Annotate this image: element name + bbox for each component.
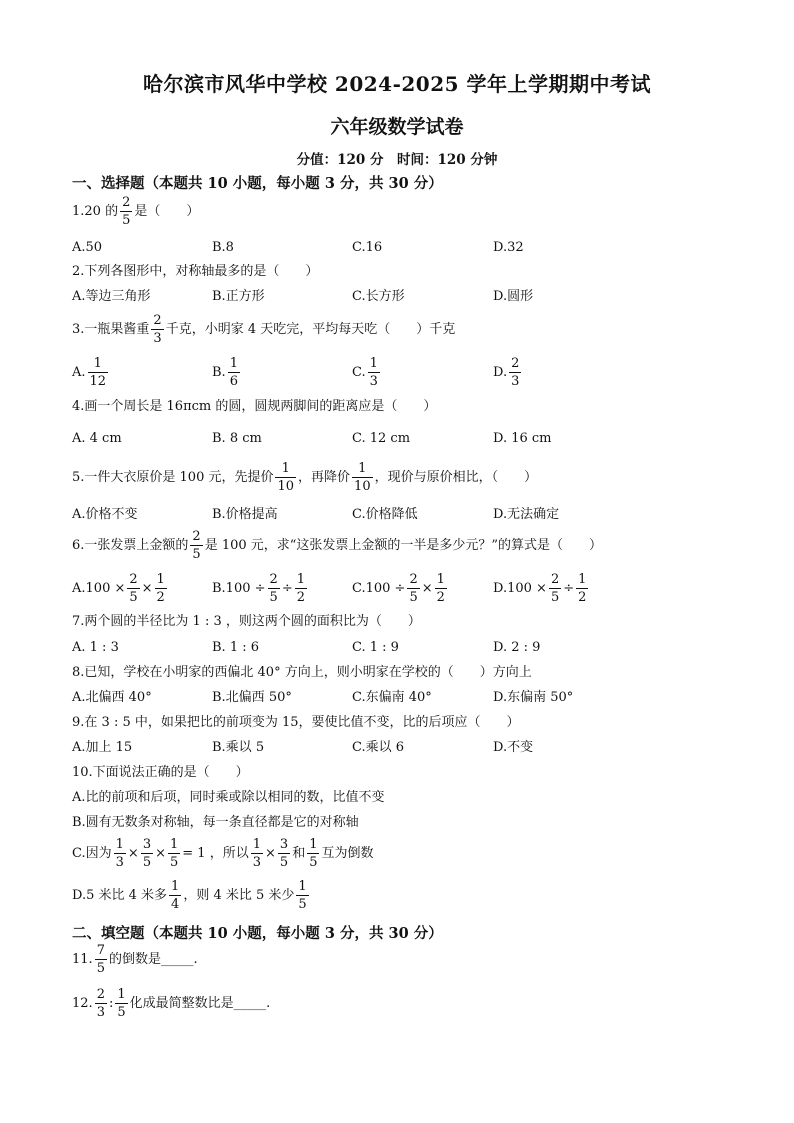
question-3: 3.一瓶果酱重 $\frac{2}{3}$ 千克，小明家 4 天吃完，平均每天吃（ ）千克 [72, 313, 456, 346]
option-d: D.100 × $\frac{2}{5}$ ÷ $\frac{1}{2}$ [493, 572, 587, 605]
question-8: 8.已知，学校在小明家的西偏北 40° 方向上，则小明家在学校的（ ）方向上 [72, 665, 532, 680]
option-d: D.圆形 [493, 289, 534, 304]
fraction: $\frac{2}{5}$ [122, 195, 131, 228]
option-b: B.正方形 [212, 289, 265, 304]
option-b: B.北偏西 50° [212, 690, 292, 705]
option-b: B. 8 cm [212, 431, 262, 446]
option-d: D.不变 [493, 740, 534, 755]
option-d: D. 16 cm [493, 431, 552, 446]
option-a: A.北偏西 40° [72, 690, 152, 705]
option-a: A.50 [72, 240, 103, 255]
question-10-option-c: C.因为 $\frac{1}{3}$ × $\frac{3}{5}$ × $\frac{1}{5}$ = 1 ，所以 $\frac{1}{3}$ × $\frac{3}{5}$ 和 $\frac{1}{5}$ 互为倒数 [72, 837, 374, 870]
question-10: 10.下面说法正确的是（ ） [72, 765, 249, 780]
option-c: C.乘以 6 [352, 740, 405, 755]
option-a: A. 4 cm [72, 431, 122, 446]
fraction: $\frac{2}{3}$ [153, 313, 162, 346]
option-c: C. $\frac{1}{3}$ [352, 356, 378, 389]
section-fill-heading: 二、填空题（本题共 10 小题，每小题 3 分，共 30 分） [72, 925, 443, 942]
option-d: D. 2 : 9 [493, 640, 541, 655]
section-choice-heading: 一、选择题（本题共 10 小题，每小题 3 分，共 30 分） [72, 175, 443, 192]
option-c: C.100 ÷ $\frac{2}{5}$ × $\frac{1}{2}$ [352, 572, 445, 605]
option-c: C. 12 cm [352, 431, 411, 446]
question-4: 4.画一个周长是 16πcm 的圆，圆规两脚间的距离应是（ ） [72, 399, 437, 414]
question-11: 11. $\frac{7}{5}$ 的倒数是_____. [72, 943, 198, 976]
option-b: B.乘以 5 [212, 740, 265, 755]
option-b: B.100 ÷ $\frac{2}{5}$ ÷ $\frac{1}{2}$ [212, 572, 305, 605]
option-a: A. $\frac{1}{12}$ [72, 356, 107, 389]
question-10-option-b: B.圆有无数条对称轴，每一条直径都是它的对称轴 [72, 815, 359, 830]
question-5: 5.一件大衣原价是 100 元，先提价 $\frac{1}{10}$ ，再降价 $\frac{1}{10}$ ，现价与原价相比，（ ） [72, 461, 538, 494]
option-a: A.等边三角形 [72, 289, 151, 304]
question-10-option-a: A.比的前项和后项，同时乘或除以相同的数，比值不变 [72, 790, 385, 805]
option-c: C.东偏南 40° [352, 690, 432, 705]
question-6: 6.一张发票上金额的 $\frac{2}{5}$ 是 100 元，求“这张发票上金额的一半是多少元？”的算式是（ ） [72, 529, 603, 562]
exam-subtitle: 六年级数学试卷 [330, 116, 464, 138]
question-2: 2.下列各图形中，对称轴最多的是（ ） [72, 264, 319, 279]
option-b: B. $\frac{1}{6}$ [212, 356, 238, 389]
option-c: C.价格降低 [352, 507, 418, 522]
question-12: 12. $\frac{2}{3}$ : $\frac{1}{5}$ 化成最简整数比是_____. [72, 987, 271, 1020]
option-d: D.32 [493, 240, 524, 255]
question-1: 1.20 的 $\frac{2}{5}$ 是（ ） [72, 195, 200, 228]
fraction: $\frac{1}{10}$ [354, 461, 371, 494]
question-10-option-d: D.5 米比 4 米多 $\frac{1}{4}$ ，则 4 米比 5 米少 $\frac{1}{5}$ [72, 879, 307, 912]
option-d: D.无法确定 [493, 507, 560, 522]
option-c: C.长方形 [352, 289, 405, 304]
option-a: A. 1 : 3 [72, 640, 119, 655]
option-c: C. 1 : 9 [352, 640, 399, 655]
option-d: D.东偏南 50° [493, 690, 574, 705]
option-a: A.加上 15 [72, 740, 133, 755]
question-7: 7.两个圆的半径比为 1 : 3 ，则这两个圆的面积比为（ ） [72, 614, 421, 629]
option-b: B. 1 : 6 [212, 640, 260, 655]
option-c: C.16 [352, 240, 383, 255]
option-d: D. $\frac{2}{3}$ [493, 356, 520, 389]
fraction: $\frac{2}{5}$ [192, 529, 201, 562]
score-time-info: 分值：120 分 时间：120 分钟 [296, 152, 498, 168]
option-b: B.价格提高 [212, 507, 278, 522]
option-a: A.100 × $\frac{2}{5}$ × $\frac{1}{2}$ [72, 572, 165, 605]
option-b: B.8 [212, 240, 234, 255]
fraction: $\frac{1}{10}$ [277, 461, 295, 494]
exam-title: 哈尔滨市风华中学校 2024-2025 学年上学期期中考试 [142, 72, 652, 96]
option-a: A.价格不变 [72, 507, 138, 522]
question-9: 9.在 3 : 5 中，如果把比的前项变为 15，要使比值不变，比的后项应（ ） [72, 715, 520, 730]
